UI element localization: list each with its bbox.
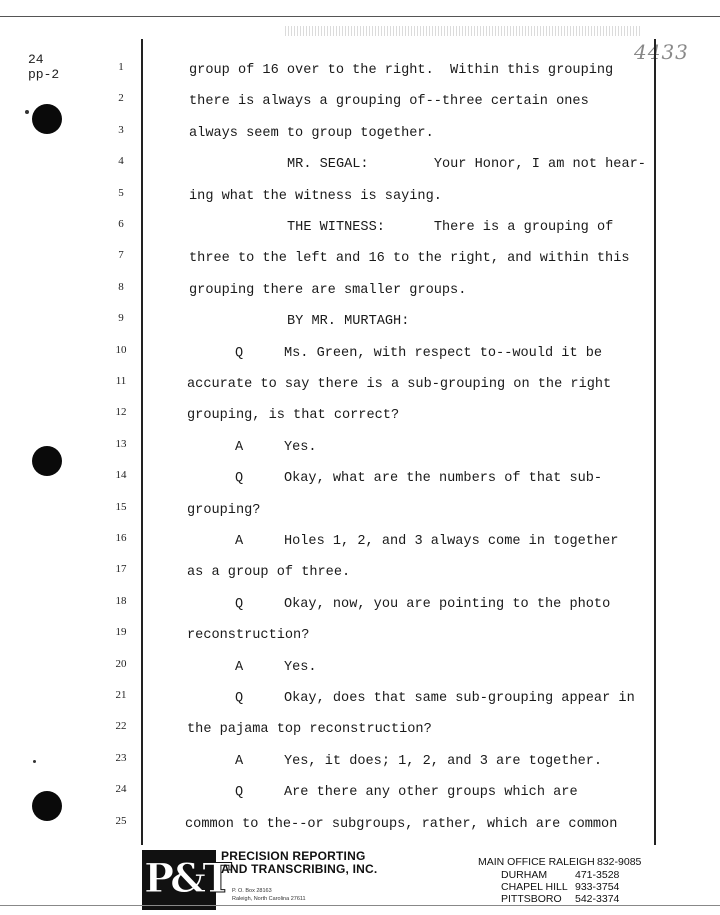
line-number: 17: [115, 563, 127, 576]
office-phone: 542-3374: [575, 893, 620, 905]
office-city: CHAPEL HILL: [501, 881, 568, 893]
office-main-city: MAIN OFFICE RALEIGH: [478, 856, 595, 868]
line-number: 14: [115, 469, 127, 482]
bottom-border-line: [0, 905, 720, 906]
transcript-line: the pajama top reconstruction?: [187, 722, 432, 738]
transcript-line: A Holes 1, 2, and 3 always come in together: [235, 534, 619, 549]
line-number: 15: [115, 500, 127, 513]
transcript-line: Q Ms. Green, with respect to--would it be: [235, 345, 603, 361]
transcript-line: there is always a grouping of--three certain ones: [189, 94, 589, 110]
transcript-line: grouping?: [187, 502, 261, 518]
transcript-line: MR. SEGAL: Your Honor, I am not hear-: [287, 157, 646, 173]
office-phone: 933-3754: [575, 881, 620, 893]
transcript-line: A Yes, it does; 1, 2, and 3 are together.: [235, 753, 603, 769]
line-number: 6: [118, 218, 124, 230]
office-city: DURHAM: [501, 869, 548, 881]
transcript-line: THE WITNESS: There is a grouping of: [287, 220, 614, 235]
transcript-line: three to the left and 16 to the right, and within this: [189, 251, 630, 267]
transcript-line: BY MR. MURTAGH:: [287, 314, 410, 330]
margin-mark: [33, 760, 36, 763]
line-number: 20: [115, 657, 127, 670]
transcript-line: A Yes.: [235, 659, 317, 675]
binder-hole: [32, 104, 62, 134]
corner-note: [28, 52, 59, 82]
corner-note-line: pp-2: [28, 67, 60, 82]
transcript-line: accurate to say there is a sub-grouping on the right: [187, 377, 612, 392]
transcript-line: group of 16 over to the right. Within this grouping: [189, 63, 614, 78]
line-number: 11: [115, 375, 127, 387]
company-address-line2: Raleigh, North Carolina 27611: [232, 896, 306, 902]
office-main-phone: 832-9085: [597, 856, 642, 868]
binder-hole: [32, 446, 62, 476]
transcript-line: always seem to group together.: [189, 125, 434, 141]
top-border-line: [0, 16, 720, 17]
line-number: 2: [118, 92, 124, 105]
line-number: 1: [118, 61, 124, 73]
line-number: 7: [118, 249, 124, 262]
line-number: 5: [118, 186, 124, 199]
scan-noise: [285, 26, 640, 36]
line-number: 13: [115, 437, 127, 450]
transcript-line: Q Are there any other groups which are: [235, 785, 578, 801]
office-phone: 471-3528: [575, 869, 620, 881]
transcript-line: A Yes.: [235, 439, 317, 455]
line-number: 12: [115, 406, 127, 419]
line-number: 3: [118, 123, 124, 136]
line-number: 24: [115, 783, 127, 796]
margin-mark: [25, 110, 29, 114]
line-number: 23: [115, 751, 127, 764]
line-number: 4: [118, 155, 124, 168]
line-number: 21: [115, 689, 127, 701]
transcript-line: ing what the witness is saying.: [189, 188, 442, 204]
transcript-line: as a group of three.: [187, 565, 351, 581]
office-city: PITTSBORO: [501, 893, 562, 905]
line-number: 9: [118, 312, 124, 325]
corner-note-line: 24: [28, 52, 44, 67]
line-number: 8: [118, 280, 124, 293]
transcript-line: Q Okay, does that same sub-grouping appear in: [235, 691, 635, 706]
company-name-line1: PRECISION REPORTING: [221, 849, 366, 863]
company-name-line2: AND TRANSCRIBING, INC.: [221, 862, 378, 876]
line-number: 22: [115, 720, 127, 733]
line-number: 16: [115, 532, 127, 544]
transcript-line: Q Okay, now, you are pointing to the photo: [235, 596, 611, 612]
transcript-line: grouping there are smaller groups.: [189, 282, 467, 298]
transcript-line: common to the--or subgroups, rather, which are common: [185, 816, 618, 832]
transcript-line: grouping, is that correct?: [187, 408, 400, 424]
line-number: 18: [115, 594, 127, 607]
transcript-line: Q Okay, what are the numbers of that sub-: [235, 471, 603, 487]
line-number: 19: [115, 626, 127, 639]
line-number: 25: [115, 814, 127, 827]
company-address-line1: P. O. Box 28163: [232, 888, 272, 894]
company-logo: [142, 850, 228, 910]
binder-hole: [32, 791, 62, 821]
transcript-line: reconstruction?: [187, 628, 310, 644]
page-stamp-number: 4433: [634, 40, 689, 64]
logo-text: P&T: [144, 855, 228, 902]
line-number: 10: [115, 343, 127, 356]
